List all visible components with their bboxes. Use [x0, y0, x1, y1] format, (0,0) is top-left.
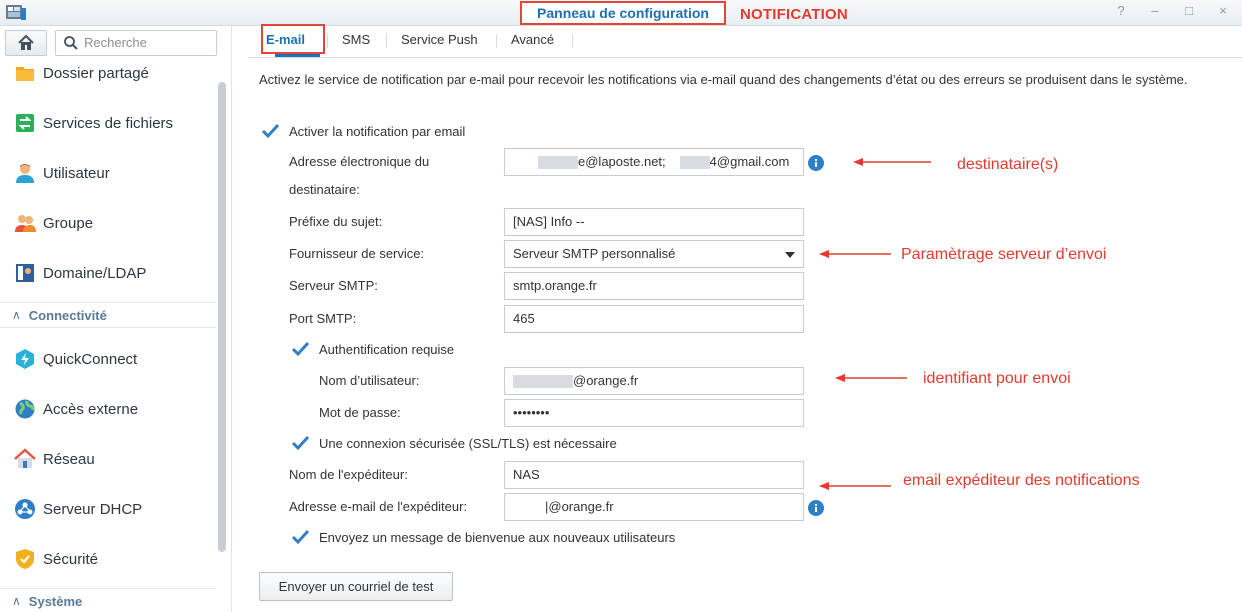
annotation-recipients: destinataire(s): [957, 156, 1059, 173]
globe-icon: [14, 398, 36, 420]
subject-prefix-field[interactable]: [NAS] Info --: [504, 208, 804, 236]
provider-label: Fournisseur de service:: [289, 246, 425, 261]
divider: [0, 588, 216, 589]
redacted-text: [513, 375, 573, 388]
tab-advanced[interactable]: Avancé: [511, 32, 555, 47]
annotation-arrow: [819, 480, 893, 492]
annotation-arrow: [819, 248, 893, 260]
dhcp-icon: [14, 498, 36, 520]
section-connectivity[interactable]: [12, 305, 107, 325]
sidebar-item-label: QuickConnect: [43, 350, 138, 368]
sender-name-field[interactable]: NAS: [504, 461, 804, 489]
title-annotation: NOTIFICATION: [740, 6, 848, 23]
recipient-label: Adresse électronique du destinataire:: [289, 154, 430, 197]
annotation-login: identifiant pour envoi: [923, 370, 1071, 387]
password-field[interactable]: ••••••••: [504, 399, 804, 427]
sidebar-item-label: Accès externe: [43, 400, 139, 418]
username-value: @orange.fr: [573, 373, 639, 388]
recipient-value-part-b: 4@gmail.com: [709, 154, 790, 169]
home-icon: [6, 31, 46, 55]
redacted-text: [513, 156, 538, 169]
sidebar-item-quickconnect[interactable]: [14, 344, 214, 374]
chevron-up-icon: ∧: [12, 594, 21, 608]
tab-sms[interactable]: SMS: [342, 32, 371, 47]
smtp-server-label: Serveur SMTP:: [289, 278, 378, 293]
provider-select[interactable]: [504, 240, 804, 268]
smtp-server-field[interactable]: smtp.orange.fr: [504, 272, 804, 300]
sender-email-label: Adresse e-mail de l'expéditeur:: [289, 499, 468, 514]
username-label: Nom d’utilisateur:: [319, 373, 420, 388]
divider: [0, 302, 216, 303]
sidebar-item-user[interactable]: [14, 158, 214, 188]
sidebar-item-label: Groupe: [43, 214, 94, 232]
main-panel: [233, 26, 1242, 612]
section-system[interactable]: [12, 591, 82, 611]
domain-icon: [14, 262, 36, 284]
tab-bar: [248, 26, 1242, 58]
info-icon[interactable]: [808, 155, 824, 171]
sidebar-item-network[interactable]: [14, 444, 214, 474]
sidebar-item-label: Services de fichiers: [43, 114, 174, 132]
tab-email[interactable]: E-mail: [266, 32, 306, 47]
annotation-arrow: [853, 156, 933, 168]
user-icon: [14, 162, 36, 184]
active-tab-underline: [275, 54, 320, 57]
sidebar-item-label: Réseau: [43, 450, 95, 468]
group-icon: [14, 212, 36, 234]
enable-notification-checkbox[interactable]: [261, 122, 279, 140]
sidebar-item-group[interactable]: [14, 208, 214, 238]
sidebar-scrollbar[interactable]: [218, 82, 226, 552]
sidebar-item-label: Serveur DHCP: [43, 500, 143, 518]
provider-selected-value: Serveur SMTP personnalisé: [513, 246, 676, 261]
info-icon[interactable]: [808, 500, 824, 516]
sidebar-item-label: Dossier partagé: [43, 64, 149, 82]
sidebar-item-label: Sécurité: [43, 550, 99, 568]
smtp-port-label: Port SMTP:: [289, 311, 357, 326]
password-label: Mot de passe:: [319, 405, 401, 420]
sender-name-label: Nom de l'expéditeur:: [289, 467, 408, 482]
home-button[interactable]: [5, 30, 47, 56]
recipient-value-part-a: e@laposte.net;: [578, 154, 666, 169]
quickconnect-icon: [14, 348, 36, 370]
sidebar-item-external-access[interactable]: [14, 394, 214, 424]
sidebar-item-shared-folder[interactable]: [14, 58, 214, 88]
sender-email-field[interactable]: [504, 493, 804, 521]
close-icon[interactable]: ×: [1219, 3, 1227, 18]
sidebar-item-label: Domaine/LDAP: [43, 264, 147, 282]
recipient-email-field[interactable]: [504, 148, 804, 176]
sender-email-value: |@orange.fr: [545, 499, 614, 514]
chevron-up-icon: ∧: [12, 308, 21, 322]
redacted-text: [513, 501, 545, 514]
sidebar: [0, 26, 232, 612]
title-bar: [0, 0, 1242, 26]
subject-prefix-label: Préfixe du sujet:: [289, 214, 383, 229]
sidebar-item-file-services[interactable]: [14, 108, 214, 138]
file-services-icon: [14, 112, 36, 134]
ssl-required-label: Une connexion sécurisée (SSL/TLS) est nécessaire: [319, 436, 617, 451]
username-field[interactable]: [504, 367, 804, 395]
search-input[interactable]: [84, 35, 212, 50]
sidebar-item-domain-ldap[interactable]: [14, 258, 214, 288]
network-house-icon: [14, 448, 36, 470]
redacted-text: [680, 156, 710, 169]
control-panel-app-icon: [5, 4, 27, 22]
welcome-message-label: Envoyez un message de bienvenue aux nouveaux utilisateurs: [319, 530, 676, 545]
tab-divider: [386, 34, 387, 48]
search-icon: [63, 35, 79, 51]
auth-required-checkbox[interactable]: [291, 340, 309, 358]
tab-divider: [572, 34, 573, 48]
sidebar-item-security[interactable]: [14, 544, 214, 574]
section-label: Système: [28, 593, 83, 609]
chevron-down-icon: [785, 252, 795, 258]
auth-required-label: Authentification requise: [319, 342, 455, 357]
welcome-message-checkbox[interactable]: [291, 528, 309, 546]
tab-divider: [327, 34, 328, 48]
maximize-icon[interactable]: □: [1185, 3, 1193, 18]
smtp-port-field[interactable]: 465: [504, 305, 804, 333]
divider: [0, 327, 216, 328]
minimize-icon[interactable]: –: [1151, 3, 1159, 18]
window-controls: [1114, 3, 1230, 18]
annotation-arrow: [835, 372, 909, 384]
enable-notification-label: Activer la notification par email: [289, 124, 466, 139]
help-icon[interactable]: ?: [1117, 3, 1125, 18]
redacted-text: [538, 156, 578, 169]
sidebar-item-dhcp-server[interactable]: [14, 494, 214, 524]
search-box[interactable]: [55, 30, 217, 56]
folder-icon: [14, 62, 36, 84]
window-title: Panneau de configuration: [520, 1, 726, 25]
annotation-sender: email expéditeur des notifications: [903, 472, 1140, 489]
section-label: Connectivité: [28, 307, 107, 323]
tab-service-push[interactable]: Service Push: [401, 32, 478, 47]
description-text: Activez le service de notification par e-mail pour recevoir les notifications via e-mail quand des changements d’état ou des erreurs se produisent dans le système.: [259, 72, 1188, 87]
tab-divider: [496, 34, 497, 48]
annotation-server: Paramètrage serveur d’envoi: [901, 246, 1107, 263]
ssl-required-checkbox[interactable]: [291, 434, 309, 452]
send-test-email-button[interactable]: Envoyer un courriel de test: [259, 572, 453, 601]
redacted-text: [666, 156, 680, 169]
sidebar-item-label: Utilisateur: [43, 164, 110, 182]
shield-icon: [14, 548, 36, 570]
